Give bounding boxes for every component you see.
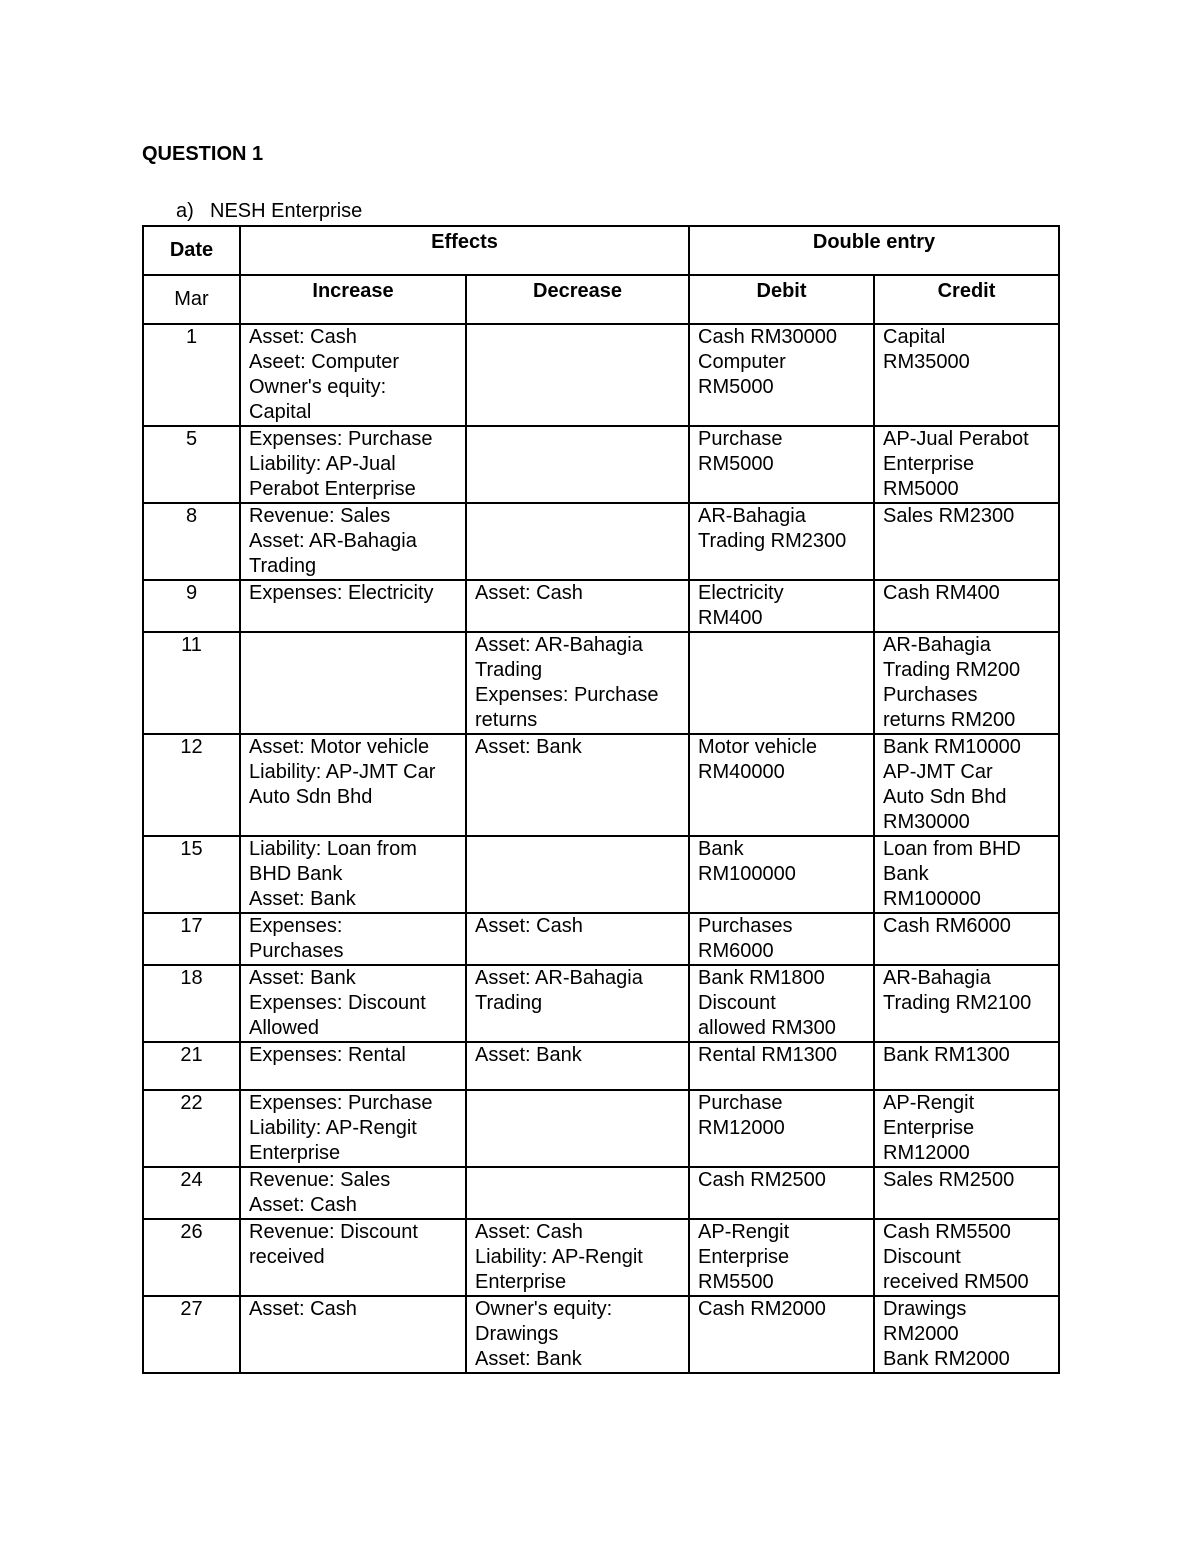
credit-cell	[874, 1219, 1059, 1296]
decrease-cell	[466, 632, 689, 734]
credit-cell	[874, 426, 1059, 503]
debit-cell-line: Bank	[698, 838, 744, 860]
increase-cell-line: Capital	[249, 401, 312, 423]
date-cell: 26	[143, 1219, 240, 1296]
credit-cell	[874, 1090, 1059, 1167]
increase-column-header: Increase	[240, 275, 466, 324]
debit-cell-line: RM100000	[698, 863, 796, 885]
decrease-cell-line: Asset: AR-Bahagia	[475, 967, 643, 989]
date-cell: 11	[143, 632, 240, 734]
question-title: QUESTION 1	[142, 143, 264, 165]
table-row	[143, 324, 1059, 426]
debit-cell-line: RM12000	[698, 1117, 785, 1139]
debit-cell-line: Cash RM2500	[698, 1169, 826, 1191]
increase-cell-line: Liability: AP-Rengit	[249, 1117, 417, 1139]
increase-cell-line: Revenue: Sales	[249, 1169, 391, 1191]
debit-cell	[689, 836, 874, 913]
decrease-cell-line: Asset: Cash	[475, 1221, 583, 1243]
decrease-column-header: Decrease	[466, 275, 689, 324]
increase-cell-line: Auto Sdn Bhd	[249, 786, 373, 808]
month-header: Mar	[143, 275, 240, 324]
credit-cell-line: RM100000	[883, 888, 981, 910]
credit-cell	[874, 965, 1059, 1042]
increase-cell-line: BHD Bank	[249, 863, 343, 885]
credit-cell-line: Bank RM1300	[883, 1044, 1010, 1066]
increase-cell-line: Expenses: Purchase	[249, 428, 433, 450]
increase-cell-line: Perabot Enterprise	[249, 478, 416, 500]
table-row	[143, 580, 1059, 632]
date-column-header: Date	[143, 226, 240, 275]
table-row	[143, 913, 1059, 965]
debit-cell-line: RM5000	[698, 376, 774, 398]
decrease-cell-line: Owner's equity:	[475, 1298, 613, 1320]
credit-cell-line: AP-Rengit	[883, 1092, 975, 1114]
increase-cell	[240, 324, 466, 426]
table-row	[143, 1167, 1059, 1219]
debit-cell	[689, 1167, 874, 1219]
date-cell: 27	[143, 1296, 240, 1373]
increase-cell-line: Trading	[249, 555, 317, 577]
decrease-cell	[466, 1167, 689, 1219]
increase-cell	[240, 632, 466, 734]
credit-cell-line: Bank RM2000	[883, 1348, 1010, 1370]
credit-cell-line: Purchases	[883, 684, 978, 706]
credit-cell-line: AP-Jual Perabot	[883, 428, 1029, 450]
credit-cell-line: Bank RM10000	[883, 736, 1021, 758]
decrease-cell-line: Asset: Bank	[475, 1348, 582, 1370]
increase-cell-line: Allowed	[249, 1017, 320, 1039]
date-cell: 21	[143, 1042, 240, 1090]
decrease-cell	[466, 324, 689, 426]
date-cell: 8	[143, 503, 240, 580]
decrease-cell	[466, 503, 689, 580]
debit-column-header: Debit	[689, 275, 874, 324]
debit-cell-line: RM400	[698, 607, 763, 629]
increase-cell-line: Asset: Motor vehicle	[249, 736, 430, 758]
debit-cell	[689, 503, 874, 580]
credit-cell-line: Cash RM6000	[883, 915, 1011, 937]
increase-cell-line: Revenue: Discount	[249, 1221, 418, 1243]
date-cell: 5	[143, 426, 240, 503]
increase-cell	[240, 1219, 466, 1296]
increase-cell	[240, 965, 466, 1042]
debit-cell-line: AP-Rengit	[698, 1221, 790, 1243]
credit-cell-line: Auto Sdn Bhd	[883, 786, 1007, 808]
decrease-cell	[466, 734, 689, 836]
table-body	[143, 324, 1059, 1373]
debit-cell	[689, 1042, 874, 1090]
decrease-cell	[466, 965, 689, 1042]
credit-cell	[874, 503, 1059, 580]
sub-heading	[176, 200, 362, 223]
decrease-cell-line: Asset: Bank	[475, 1044, 582, 1066]
credit-cell-line: RM5000	[883, 478, 959, 500]
date-cell: 17	[143, 913, 240, 965]
debit-cell-line: Purchase	[698, 428, 783, 450]
decrease-cell-line: Drawings	[475, 1323, 559, 1345]
increase-cell-line: Asset: Cash	[249, 1298, 357, 1320]
credit-cell-line: Enterprise	[883, 1117, 975, 1139]
table-row	[143, 1296, 1059, 1373]
date-cell: 22	[143, 1090, 240, 1167]
debit-cell-line: allowed RM300	[698, 1017, 836, 1039]
credit-cell-line: Discount	[883, 1246, 961, 1268]
increase-cell-line: Asset: Cash	[249, 326, 357, 348]
credit-cell-line: Enterprise	[883, 453, 975, 475]
credit-cell-line: Capital	[883, 326, 946, 348]
increase-cell-line: Expenses: Purchase	[249, 1092, 433, 1114]
sub-heading-marker: a)	[176, 200, 194, 222]
decrease-cell	[466, 1296, 689, 1373]
increase-cell-line: received	[249, 1246, 325, 1268]
debit-cell	[689, 426, 874, 503]
increase-cell	[240, 1167, 466, 1219]
table-row	[143, 632, 1059, 734]
decrease-cell	[466, 836, 689, 913]
increase-cell-line: Purchases	[249, 940, 344, 962]
decrease-cell-line: Asset: Cash	[475, 915, 583, 937]
debit-cell	[689, 965, 874, 1042]
decrease-cell-line: Enterprise	[475, 1271, 567, 1293]
table-row	[143, 734, 1059, 836]
increase-cell-line: Asset: Cash	[249, 1194, 357, 1216]
double-entry-column-header: Double entry	[689, 226, 1059, 275]
credit-cell	[874, 324, 1059, 426]
date-cell: 1	[143, 324, 240, 426]
increase-cell-line: Expenses: Rental	[249, 1044, 406, 1066]
credit-cell	[874, 1167, 1059, 1219]
debit-cell	[689, 1296, 874, 1373]
date-cell: 15	[143, 836, 240, 913]
debit-cell-line: Purchases	[698, 915, 793, 937]
debit-cell-line: RM40000	[698, 761, 785, 783]
increase-cell	[240, 1090, 466, 1167]
decrease-cell	[466, 1219, 689, 1296]
table-row	[143, 1042, 1059, 1090]
effects-column-header: Effects	[240, 226, 689, 275]
debit-cell-line: Computer	[698, 351, 786, 373]
increase-cell-line: Enterprise	[249, 1142, 341, 1164]
increase-cell	[240, 913, 466, 965]
increase-cell	[240, 734, 466, 836]
credit-cell-line: Trading RM2100	[883, 992, 1032, 1014]
debit-cell-line: AR-Bahagia	[698, 505, 806, 527]
debit-cell	[689, 734, 874, 836]
decrease-cell-line: Liability: AP-Rengit	[475, 1246, 643, 1268]
credit-cell-line: Cash RM5500	[883, 1221, 1011, 1243]
decrease-cell	[466, 580, 689, 632]
debit-cell-line: RM6000	[698, 940, 774, 962]
debit-cell-line: Motor vehicle	[698, 736, 817, 758]
credit-cell-line: returns RM200	[883, 709, 1016, 731]
date-cell: 12	[143, 734, 240, 836]
debit-cell-line: RM5000	[698, 453, 774, 475]
debit-cell-line: Bank RM1800	[698, 967, 825, 989]
credit-cell-line: RM2000	[883, 1323, 959, 1345]
increase-cell-line: Expenses: Electricity	[249, 582, 434, 604]
credit-cell-line: AP-JMT Car	[883, 761, 993, 783]
debit-cell	[689, 324, 874, 426]
increase-cell	[240, 836, 466, 913]
credit-cell-line: Trading RM200	[883, 659, 1021, 681]
debit-cell-line: Cash RM30000	[698, 326, 837, 348]
credit-cell-line: received RM500	[883, 1271, 1029, 1293]
decrease-cell-line: Expenses: Purchase	[475, 684, 659, 706]
sub-heading-title: NESH Enterprise	[210, 200, 363, 222]
increase-cell-line: Expenses: Discount	[249, 992, 426, 1014]
debit-cell	[689, 1090, 874, 1167]
credit-cell-line: AR-Bahagia	[883, 967, 991, 989]
table-row	[143, 1090, 1059, 1167]
increase-cell-line: Liability: AP-Jual	[249, 453, 396, 475]
decrease-cell-line: returns	[475, 709, 538, 731]
increase-cell	[240, 580, 466, 632]
increase-cell	[240, 1296, 466, 1373]
debit-cell-line: Electricity	[698, 582, 784, 604]
increase-cell	[240, 426, 466, 503]
credit-cell-line: AR-Bahagia	[883, 634, 991, 656]
date-cell: 24	[143, 1167, 240, 1219]
date-cell: 9	[143, 580, 240, 632]
header-row-sub	[143, 275, 1059, 324]
decrease-cell-line: Asset: Cash	[475, 582, 583, 604]
credit-cell-line: Loan from BHD	[883, 838, 1021, 860]
increase-cell-line: Liability: AP-JMT Car	[249, 761, 436, 783]
date-cell: 18	[143, 965, 240, 1042]
decrease-cell	[466, 1090, 689, 1167]
header-row-main	[143, 226, 1059, 275]
increase-cell-line: Expenses:	[249, 915, 343, 937]
credit-cell-line: Sales RM2500	[883, 1169, 1015, 1191]
credit-cell	[874, 1042, 1059, 1090]
credit-cell-line: RM12000	[883, 1142, 970, 1164]
decrease-cell	[466, 913, 689, 965]
increase-cell-line: Revenue: Sales	[249, 505, 391, 527]
credit-cell-line: Cash RM400	[883, 582, 1000, 604]
decrease-cell-line: Trading	[475, 659, 543, 681]
credit-cell-line: Drawings	[883, 1298, 967, 1320]
debit-cell	[689, 580, 874, 632]
credit-column-header: Credit	[874, 275, 1059, 324]
credit-cell	[874, 836, 1059, 913]
table-row	[143, 836, 1059, 913]
table-row	[143, 426, 1059, 503]
debit-cell-line: Trading RM2300	[698, 530, 847, 552]
debit-cell-line: Cash RM2000	[698, 1298, 826, 1320]
increase-cell-line: Asset: AR-Bahagia	[249, 530, 417, 552]
decrease-cell-line: Asset: AR-Bahagia	[475, 634, 643, 656]
increase-cell	[240, 503, 466, 580]
increase-cell-line: Asset: Bank	[249, 888, 356, 910]
increase-cell	[240, 1042, 466, 1090]
debit-cell	[689, 1219, 874, 1296]
increase-cell-line: Liability: Loan from	[249, 838, 417, 860]
debit-cell-line: Purchase	[698, 1092, 783, 1114]
decrease-cell-line: Trading	[475, 992, 543, 1014]
credit-cell-line: Sales RM2300	[883, 505, 1015, 527]
transaction-analysis-table	[142, 225, 1060, 1374]
credit-cell	[874, 1296, 1059, 1373]
decrease-cell-line: Asset: Bank	[475, 736, 582, 758]
credit-cell	[874, 580, 1059, 632]
credit-cell	[874, 913, 1059, 965]
increase-cell-line: Owner's equity:	[249, 376, 387, 398]
debit-cell	[689, 632, 874, 734]
increase-cell-line: Asset: Bank	[249, 967, 356, 989]
debit-cell-line: RM5500	[698, 1271, 774, 1293]
table-row	[143, 965, 1059, 1042]
debit-cell-line: Enterprise	[698, 1246, 790, 1268]
credit-cell-line: RM35000	[883, 351, 970, 373]
table-row	[143, 503, 1059, 580]
decrease-cell	[466, 426, 689, 503]
debit-cell	[689, 913, 874, 965]
increase-cell-line: Aseet: Computer	[249, 351, 400, 373]
credit-cell-line: RM30000	[883, 811, 970, 833]
decrease-cell	[466, 1042, 689, 1090]
credit-cell	[874, 734, 1059, 836]
debit-cell-line: Rental RM1300	[698, 1044, 837, 1066]
table-row	[143, 1219, 1059, 1296]
debit-cell-line: Discount	[698, 992, 776, 1014]
credit-cell-line: Bank	[883, 863, 929, 885]
credit-cell	[874, 632, 1059, 734]
